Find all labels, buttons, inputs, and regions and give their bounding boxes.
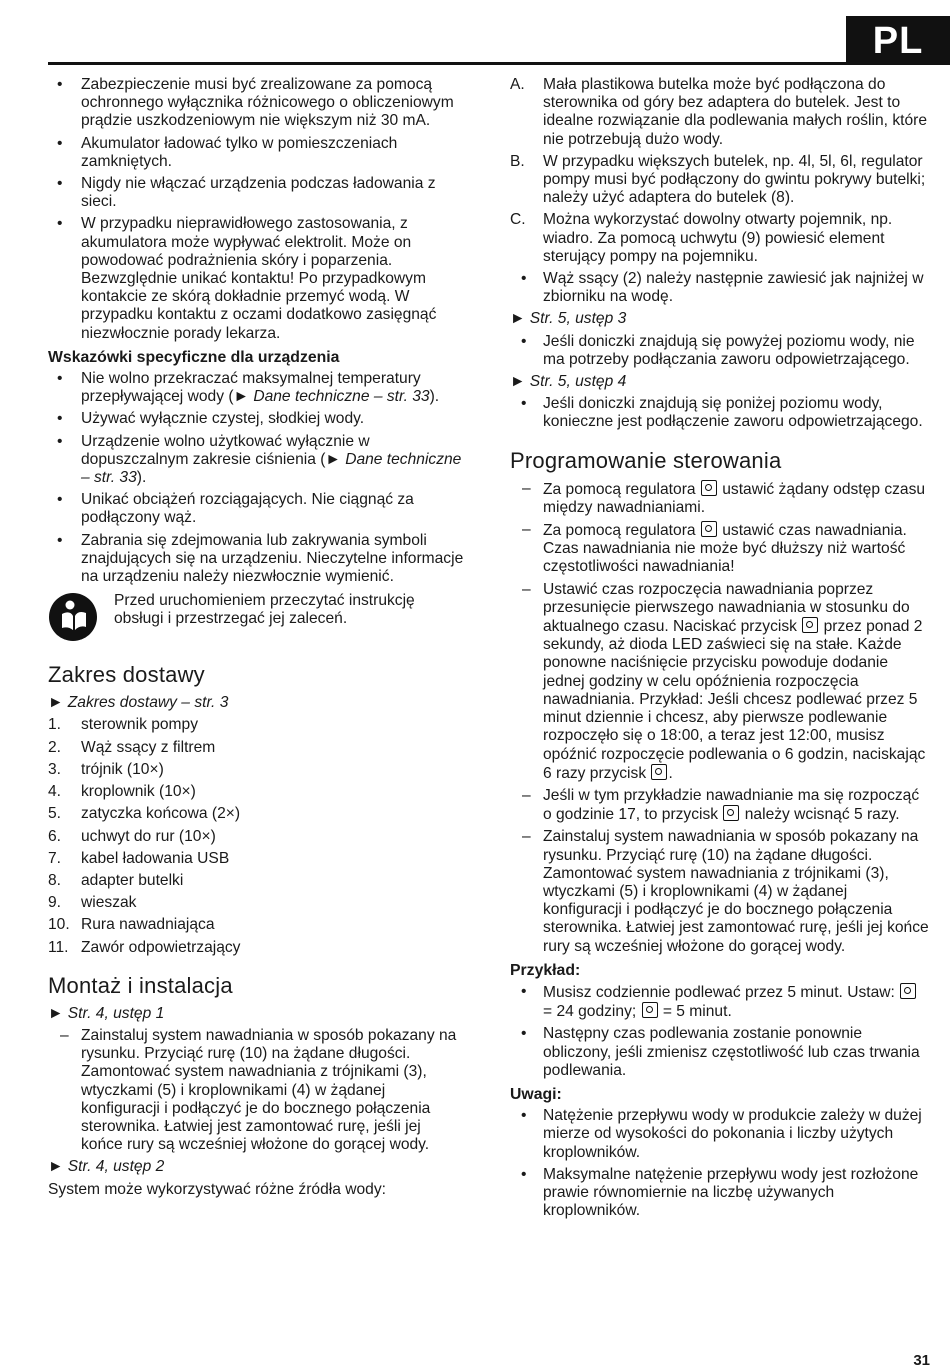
left-column xyxy=(48,76,466,1203)
device-hints-heading: Wskazówki specyficzne dla urządzenia xyxy=(48,348,340,366)
duration-dial-icon xyxy=(642,1002,658,1018)
list-item: – Za pomocą regulatora ustawić czas nawadniania. Czas nawadniania nie może być dłuższy niż wartość częstotliwości nawadniania! xyxy=(522,521,907,576)
interval-dial-icon xyxy=(900,983,916,999)
programming-heading: Programowanie sterowania xyxy=(510,447,782,473)
reference-4: ► Str. 5, ustęp 4 xyxy=(510,373,627,391)
scope-item: 8. adapter butelki xyxy=(48,871,184,889)
scope-item: 4. kroplownik (10×) xyxy=(48,783,196,801)
language-tab: PL xyxy=(846,16,950,64)
list-item: • W przypadku nieprawidłowego zastosowania, z akumulatora może wypływać elektrolit. Może on powodować podrażnienia skóry i poparzenia. Bezwzględnie unikać kontaktu! Po przypadkowym kontakcie ze skórą dokładnie przemyć wodą. W przypadku kontaktu z oczami dodatkowo zasięgnąć niezwłocznie porady lekarza. xyxy=(57,215,437,342)
list-item: – Zainstaluj system nawadniania w sposób pokazany na rysunku. Przyciąć rurę (10) na żądane długości. Zamontować system nawadniania z trójnikami (3), wtyczkami (5) i kroplownikami (4) w żądanej konfiguracji i podłączyć je do bocznego połączenia sterownika. Łatwiej jest zamontować rurę, jeśli jej końce rury są wcześniej włożone do gorącej wody. xyxy=(60,1026,457,1154)
list-item: – Zainstaluj system nawadniania w sposób pokazany na rysunku. Przyciąć rurę (10) na żądane długości. Zamontować system nawadniania z trójnikami (3), wtyczkami (5) i kroplownikami (4) w żądanej konfiguracji i podłączyć je do bocznego połączenia sterownika. Łatwiej jest zamontować rurę, jeśli jej końce rury są wcześniej włożone do gorącej wody. xyxy=(522,828,929,955)
install-heading: Montaż i instalacja xyxy=(48,972,233,998)
cross-reference: Dane techniczne – str. 33 xyxy=(253,388,430,406)
scope-item: 6. uchwyt do rur (10×) xyxy=(48,827,216,845)
scope-reference: ► Zakres dostawy – str. 3 xyxy=(48,694,229,712)
list-item: • Musisz codziennie podlewać przez 5 minut. Ustaw: = 24 godziny; = 5 minut. xyxy=(510,983,930,1021)
install-reference-1: ► Str. 4, ustęp 1 xyxy=(48,1004,165,1022)
scope-item: 3. trójnik (10×) xyxy=(48,760,164,778)
scope-item: 10. Rura nawadniająca xyxy=(48,916,215,934)
delay-button-icon xyxy=(802,617,818,633)
list-item: • Nigdy nie włączać urządzenia podczas ładowania z sieci. xyxy=(57,175,436,211)
list-item: • Jeśli doniczki znajdują się powyżej poziomu wody, nie ma potrzeby podłączania zaworu odpowietrzającego. xyxy=(521,332,915,368)
scope-item: 2. Wąż ssący z filtrem xyxy=(48,738,216,756)
scope-list xyxy=(48,716,466,956)
list-item: • Jeśli doniczki znajdują się poniżej poziomu wody, konieczne jest podłączenie zaworu odpowietrzającego. xyxy=(521,395,923,431)
list-item: – Za pomocą regulatora ustawić żądany odstęp czasu między nawadnianiami. xyxy=(522,479,926,516)
delay-button-icon xyxy=(723,805,739,821)
list-item: C. Można wykorzystać dowolny otwarty pojemnik, np. wiadro. Za pomocą uchwytu (9) powiesić element sterujący pompy na pojemniku. xyxy=(510,211,893,265)
list-item: A. Mała plastikowa butelka może być podłączona do sterownika od góry bez adaptera do butelek. Jest to idealne rozwiązanie dla podlewania małych roślin, które nie potrzebują dużo wody. xyxy=(510,76,927,148)
page-number: 31 xyxy=(913,1352,930,1369)
list-item: • Zabrania się zdejmowania lub zakrywania symboli znajdujących się na urządzeniu. Nieczytelne informacje na urządzeniu należy niezwłocznie wymienić. xyxy=(57,531,464,586)
list-item: – Jeśli w tym przykładzie nawadnianie ma się rozpocząć o godzinie 17, to przycisk należy wcisnąć 5 razy. xyxy=(522,786,920,824)
scope-item: 5. zatyczka końcowa (2×) xyxy=(48,805,241,823)
install-text: System może wykorzystywać różne źródła wody: xyxy=(48,1180,386,1198)
scope-heading: Zakres dostawy xyxy=(48,662,205,688)
right-column xyxy=(510,76,930,1224)
list-item: • Następny czas podlewania zostanie ponownie obliczony, jeśli zmienisz częstotliwość lub czas trwania podlewania. xyxy=(521,1025,920,1079)
reference-3: ► Str. 5, ustęp 3 xyxy=(510,310,627,328)
read-manual-icon xyxy=(48,592,98,642)
list-item: • Maksymalne natężenie przepływu wody jest rozłożone prawie równomiernie na liczbę używanych kroplowników. xyxy=(521,1165,919,1220)
delay-button-icon xyxy=(651,764,667,780)
cross-reference: Dane techniczne – str. 33 xyxy=(81,450,462,487)
list-item: • Akumulator ładować tylko w pomieszczeniach zamkniętych. xyxy=(57,134,398,170)
scope-item: 11. Zawór odpowietrzający xyxy=(48,938,241,956)
header-rule xyxy=(48,62,950,65)
duration-dial-icon xyxy=(701,521,717,537)
list-item: B. W przypadku większych butelek, np. 4l, 5l, 6l, regulator pompy musi być podłączony do gwintu pokrywy butelki; należy użyć adaptera do butelek (8). xyxy=(510,152,926,207)
scope-item: 7. kabel ładowania USB xyxy=(48,849,230,867)
example-heading: Przykład: xyxy=(510,961,581,979)
scope-item: 9. wieszak xyxy=(48,894,137,912)
list-item: • Nie wolno przekraczać maksymalnej temperatury przepływającej wody (► Dane techniczne – str. 33). xyxy=(57,370,440,406)
list-item: • Unikać obciążeń rozciągających. Nie ciągnąć za podłączony wąż. xyxy=(57,491,414,527)
notes-heading: Uwagi: xyxy=(510,1085,562,1103)
list-item: • Używać wyłącznie czystej, słodkiej wody. xyxy=(57,410,365,428)
read-manual-notice: Przed uruchomieniem przeczytać instrukcję obsługi i przestrzegać jej zaleceń. xyxy=(48,592,466,646)
install-reference-2: ► Str. 4, ustęp 2 xyxy=(48,1158,165,1176)
list-item: • Zabezpieczenie musi być zrealizowane za pomocą ochronnego wyłącznika różnicowego o obliczeniowym prądzie uszkodzeniowym nie większym niż 30 mA. xyxy=(57,76,454,130)
interval-dial-icon xyxy=(701,480,717,496)
scope-item: 1. sterownik pompy xyxy=(48,716,198,734)
list-item: • Wąż ssący (2) należy następnie zawiesić jak najniżej w zbiorniku na wodę. xyxy=(521,270,924,306)
list-item: • Urządzenie wolno użytkować wyłącznie w dopuszczalnym zakresie ciśnienia (► Dane techniczne – str. 33). xyxy=(57,432,462,487)
list-item: • Natężenie przepływu wody w produkcie zależy w dużej mierze od wysokości do pokonania i liczby użytych kroplowników. xyxy=(521,1107,922,1161)
list-item: – Ustawić czas rozpoczęcia nawadniania poprzez przesunięcie pierwszego nawadniania w stosunku do aktualnego czasu. Naciskać przycisk przez ponad 2 sekundy, aż dioda LED zaświeci się na stałe. Każde ponowne naciśnięcie przycisku powoduje dodanie jednej godziny w celu opóźnienia rozpoczęcia nawadniania. Przykład: Jeśli chcesz podlewać przez 5 minut dziennie i chcesz, aby pierwsze podlewanie rozpoczęło się o 18:00, a teraz jest 12:00, musisz opóźnić rozpoczęcie podlewania o 6 godzin, naciskając 6 razy przycisk . xyxy=(522,580,926,782)
